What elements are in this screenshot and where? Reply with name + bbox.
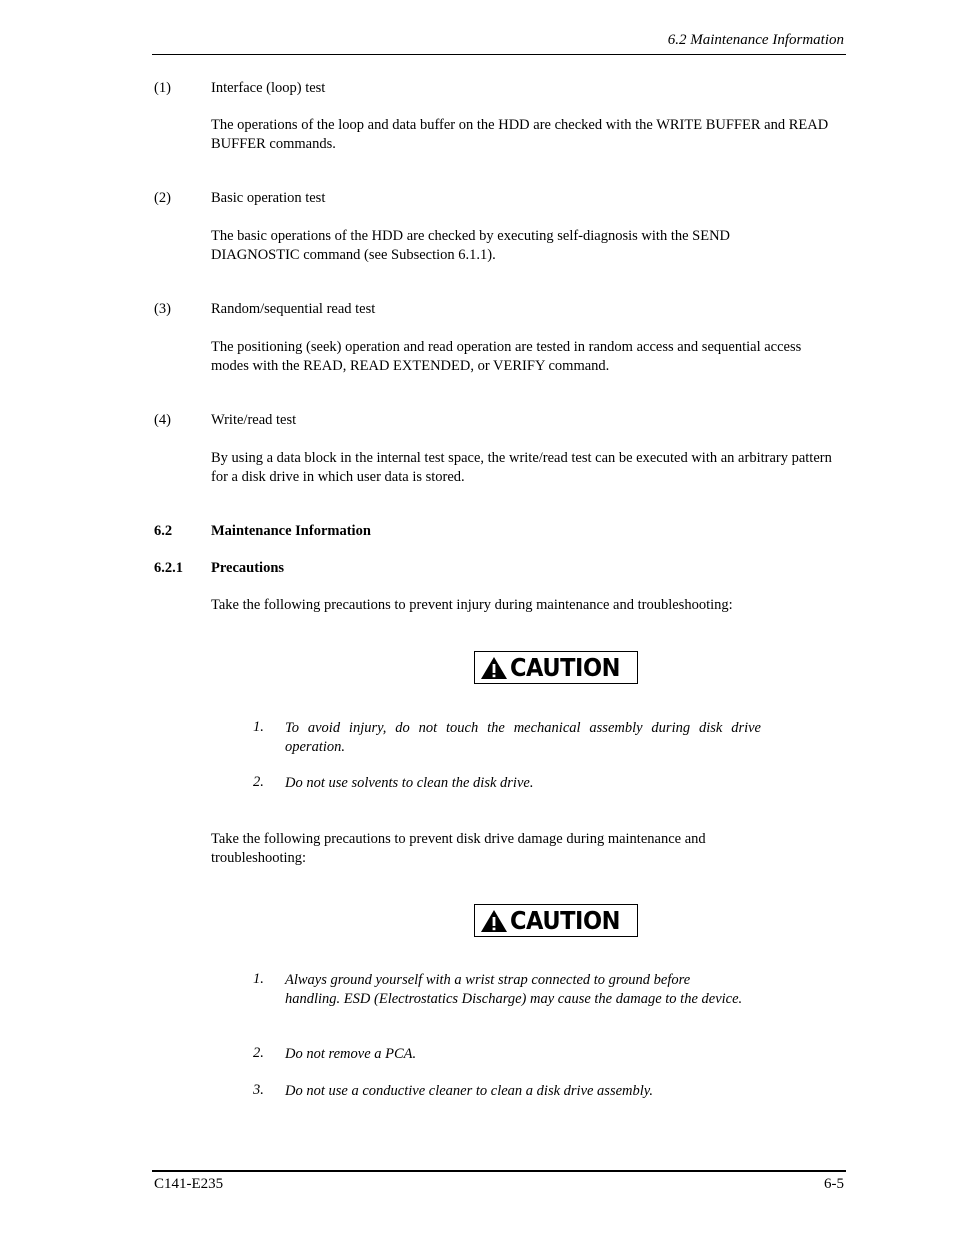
subsection-title: Precautions xyxy=(211,560,285,576)
caution2-item-3-number: 3. xyxy=(253,1082,264,1098)
test-2-body: The basic operations of the HDD are checked by executing self-diagnosis with the SEND DIAGNOSTIC command (see Subsection 6.1.1). xyxy=(211,228,731,263)
caution1-item-2-number: 2. xyxy=(253,774,264,790)
caution2-item-1-number: 1. xyxy=(253,971,264,987)
subsection-number: 6.2.1 xyxy=(154,560,183,576)
section-title: Maintenance Information xyxy=(211,523,371,539)
caution2-item-2-number: 2. xyxy=(253,1045,264,1061)
footer-rule xyxy=(152,1170,846,1172)
page-number: 6-5 xyxy=(824,1176,844,1192)
caution1-item-1-text: To avoid injury, do not touch the mechanical assembly during disk drive operation. xyxy=(285,720,761,755)
test-2-title: Basic operation test xyxy=(211,190,326,206)
test-4-body: By using a data block in the internal test space, the write/read test can be executed with an arbitrary pattern for a disk drive in which user data is stored. xyxy=(211,450,832,485)
test-1-body: The operations of the loop and data buffer on the HDD are checked with the WRITE BUFFER and READ BUFFER commands. xyxy=(211,117,829,152)
caution-label-2: CAUTION xyxy=(509,906,620,935)
document-id: C141-E235 xyxy=(154,1176,224,1192)
caution2-item-3-text: Do not use a conductive cleaner to clean a disk drive assembly. xyxy=(285,1083,654,1099)
warning-triangle-icon xyxy=(480,909,508,933)
section-number: 6.2 xyxy=(154,523,173,539)
warning-triangle-icon xyxy=(480,656,508,680)
caution1-item-1-number: 1. xyxy=(253,719,264,735)
running-header: 6.2 Maintenance Information xyxy=(667,32,844,48)
caution2-item-1-text: Always ground yourself with a wrist strap connected to ground before handling. ESD (Electrostatics Discharge) may cause the damage to the device. xyxy=(285,972,743,1007)
test-3-body: The positioning (seek) operation and read operation are tested in random access and sequential access modes with the READ, READ EXTENDED, or VERIFY command. xyxy=(211,339,802,374)
intro-damage: Take the following precautions to prevent disk drive damage during maintenance and troubleshooting: xyxy=(211,831,706,866)
test-4-title: Write/read test xyxy=(211,412,297,428)
caution-box-1 xyxy=(474,651,638,684)
caution1-item-2-text: Do not use solvents to clean the disk drive. xyxy=(285,775,534,791)
caution-label-1: CAUTION xyxy=(509,653,620,682)
test-3-number: (3) xyxy=(154,301,171,317)
test-3-title: Random/sequential read test xyxy=(211,301,376,317)
header-rule xyxy=(152,54,846,55)
caution-box-2 xyxy=(474,904,638,937)
caution2-item-2-text: Do not remove a PCA. xyxy=(285,1046,417,1062)
test-2-number: (2) xyxy=(154,190,171,206)
test-4-number: (4) xyxy=(154,412,171,428)
test-1-number: (1) xyxy=(154,80,171,96)
test-1-title: Interface (loop) test xyxy=(211,80,326,96)
intro-injury: Take the following precautions to prevent injury during maintenance and troubleshooting: xyxy=(211,597,733,613)
